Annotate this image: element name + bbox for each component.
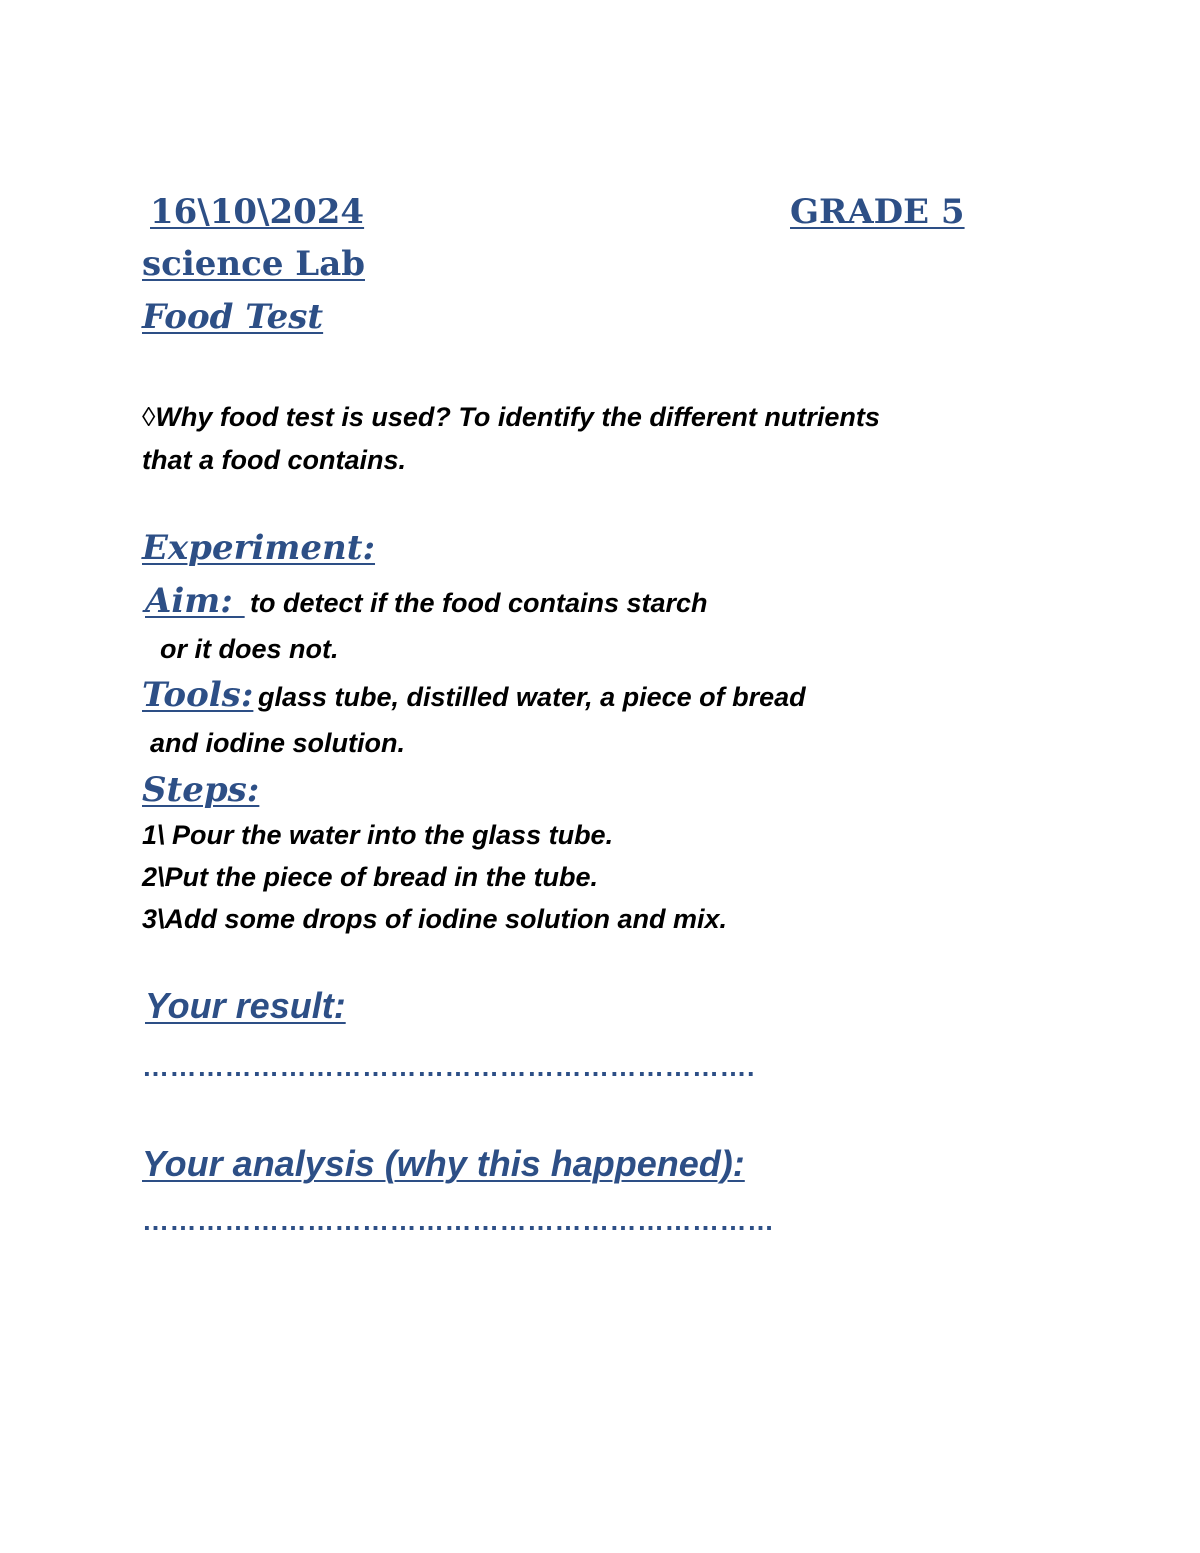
step-2: 2\Put the piece of bread in the tube. (142, 862, 599, 892)
analysis-heading: Your analysis (why this happened): (142, 1143, 745, 1184)
tools-text-line-2: and iodine solution. (150, 728, 405, 758)
tools-text-line-1: glass tube, distilled water, a piece of bread (258, 682, 806, 712)
aim-label: Aim: (145, 581, 245, 621)
intro-line-2: that a food contains. (142, 445, 407, 475)
step-3: 3\Add some drops of iodine solution and mix. (142, 904, 728, 934)
analysis-blank-line[interactable]: …………………………………………………………… (142, 1206, 775, 1236)
grade-label: GRADE 5 (790, 192, 965, 232)
intro-line-1: Why food test is used? To identify the different nutrients (155, 402, 880, 432)
aim-text-line-1: to detect if the food contains starch (250, 588, 708, 618)
result-blank-line[interactable]: …………………………………………………………. (142, 1052, 756, 1082)
subject-title: science Lab (142, 244, 365, 284)
step-1: 1\ Pour the water into the glass tube. (142, 820, 614, 850)
diamond-bullet-icon: ◊ (142, 402, 156, 432)
experiment-heading: Experiment: (142, 528, 376, 568)
intro-question (142, 402, 880, 433)
aim-text-line-2: or it does not. (160, 634, 339, 664)
tools-label: Tools: (142, 675, 254, 715)
steps-label: Steps: (142, 770, 260, 810)
worksheet-title: Food Test (142, 297, 324, 337)
date: 16\10\2024 (150, 192, 365, 232)
result-heading: Your result: (145, 985, 346, 1026)
